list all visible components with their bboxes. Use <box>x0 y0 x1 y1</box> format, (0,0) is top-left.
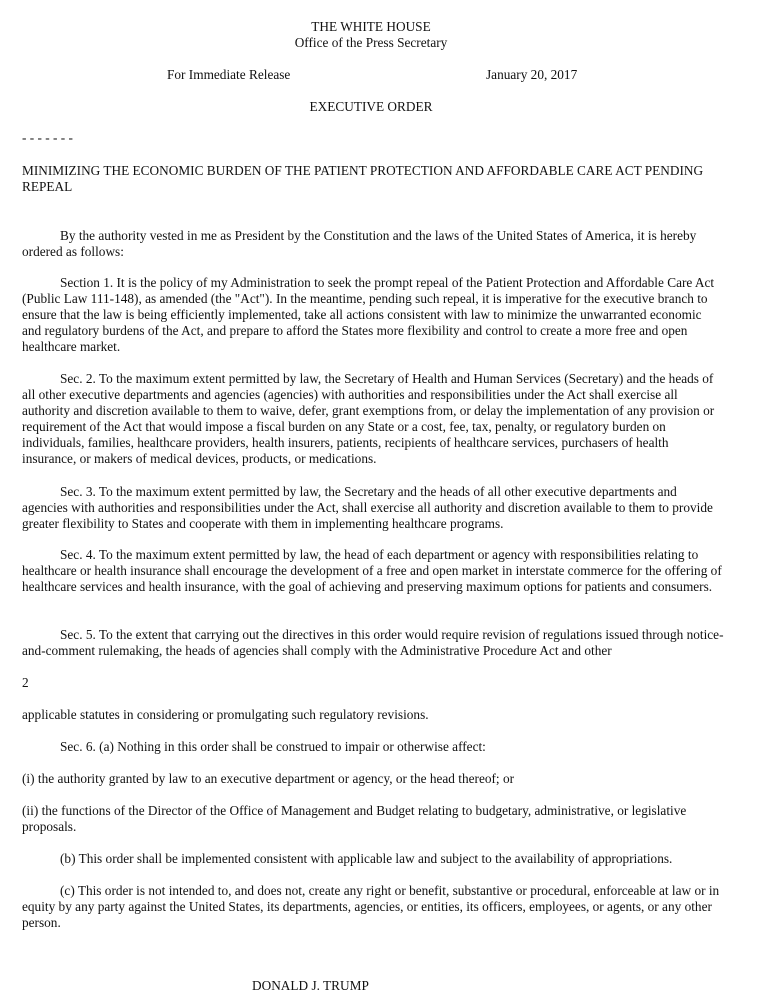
section-5-continuation: applicable statutes in considering or promulgating such regulatory revisions. <box>22 707 429 722</box>
preamble-paragraph: By the authority vested in me as President by the Constitution and the laws of the United States of America, it is hereby ordered as follows: <box>22 228 697 259</box>
section-6a-item-ii: (ii) the functions of the Director of the Office of Management and Budget relating to budgetary, administrative, or legislative proposals. <box>22 803 687 834</box>
document-title-line1: MINIMIZING THE ECONOMIC BURDEN OF THE PATIENT PROTECTION AND AFFORDABLE CARE ACT PENDING <box>22 163 704 178</box>
signature: DONALD J. TRUMP <box>252 978 369 993</box>
section-6a-item-i: (i) the authority granted by law to an executive department or agency, or the head thereof; or <box>22 771 515 786</box>
office-name: Office of the Press Secretary <box>294 35 448 50</box>
release-date: January 20, 2017 <box>486 67 578 82</box>
section-3-paragraph: Sec. 3. To the maximum extent permitted by law, the Secretary and the heads of all other executive departments and agencies with authorities and responsibilities under the Act, shall exercise all authority and discretion available to them to provide greater flexibility to States and cooperate with them in implementing healthcare programs. <box>22 484 713 531</box>
divider: - - - - - - - <box>22 130 73 145</box>
page-number: 2 <box>22 675 29 690</box>
org-name: THE WHITE HOUSE <box>311 19 431 34</box>
section-2-paragraph: Sec. 2. To the maximum extent permitted by law, the Secretary of Health and Human Services (Secretary) and the heads of all other executive departments and agencies (agencies) with authorities and responsibilities under the Act shall exercise all authority and discretion available to them to waive, defer, grant exemptions from, or delay the implementation of any provision or requirement of the Act that would impose a fiscal burden on any State or a cost, fee, tax, penalty, or regulatory burden on individuals, families, healthcare providers, health insurers, patients, recipients of healthcare services, purchasers of health insurance, or makers of medical devices, products, or medications. <box>22 371 715 466</box>
section-6a-paragraph: Sec. 6. (a) Nothing in this order shall be construed to impair or otherwise affect: <box>60 739 486 754</box>
section-6c-paragraph: (c) This order is not intended to, and does not, create any right or benefit, substantive or procedural, enforceable at law or in equity by any party against the United States, its departments, agencies, or entities, its officers, employees, or agents, or any other person. <box>22 883 720 930</box>
section-5-paragraph: Sec. 5. To the extent that carrying out the directives in this order would require revision of regulations issued through notice-and-comment rulemaking, the heads of agencies shall comply with the Administrative Procedure Act and other <box>22 627 724 658</box>
release-label: For Immediate Release <box>167 67 291 82</box>
section-1-paragraph: Section 1. It is the policy of my Administration to seek the prompt repeal of the Patient Protection and Affordable Care Act (Public Law 111-148), as amended (the "Act"). In the meantime, pending such repeal, it is imperative for the executive branch to ensure that the law is being efficiently implemented, take all actions consistent with law to minimize the unwarranted economic and regulatory burdens of the Act, and prepare to afford the States more flexibility and control to create a more free and open healthcare market. <box>22 275 715 354</box>
document-title-line2: REPEAL <box>22 179 73 194</box>
section-4-paragraph: Sec. 4. To the maximum extent permitted by law, the head of each department or agency with responsibilities relating to healthcare or health insurance shall encourage the development of a free and open market in interstate commerce for the offering of healthcare services and health insurance, with the goal of achieving and preserving maximum options for patients and consumers. <box>22 547 722 594</box>
document-type: EXECUTIVE ORDER <box>309 99 433 114</box>
section-6b-paragraph: (b) This order shall be implemented consistent with applicable law and subject to the availability of appropriations. <box>60 851 673 866</box>
